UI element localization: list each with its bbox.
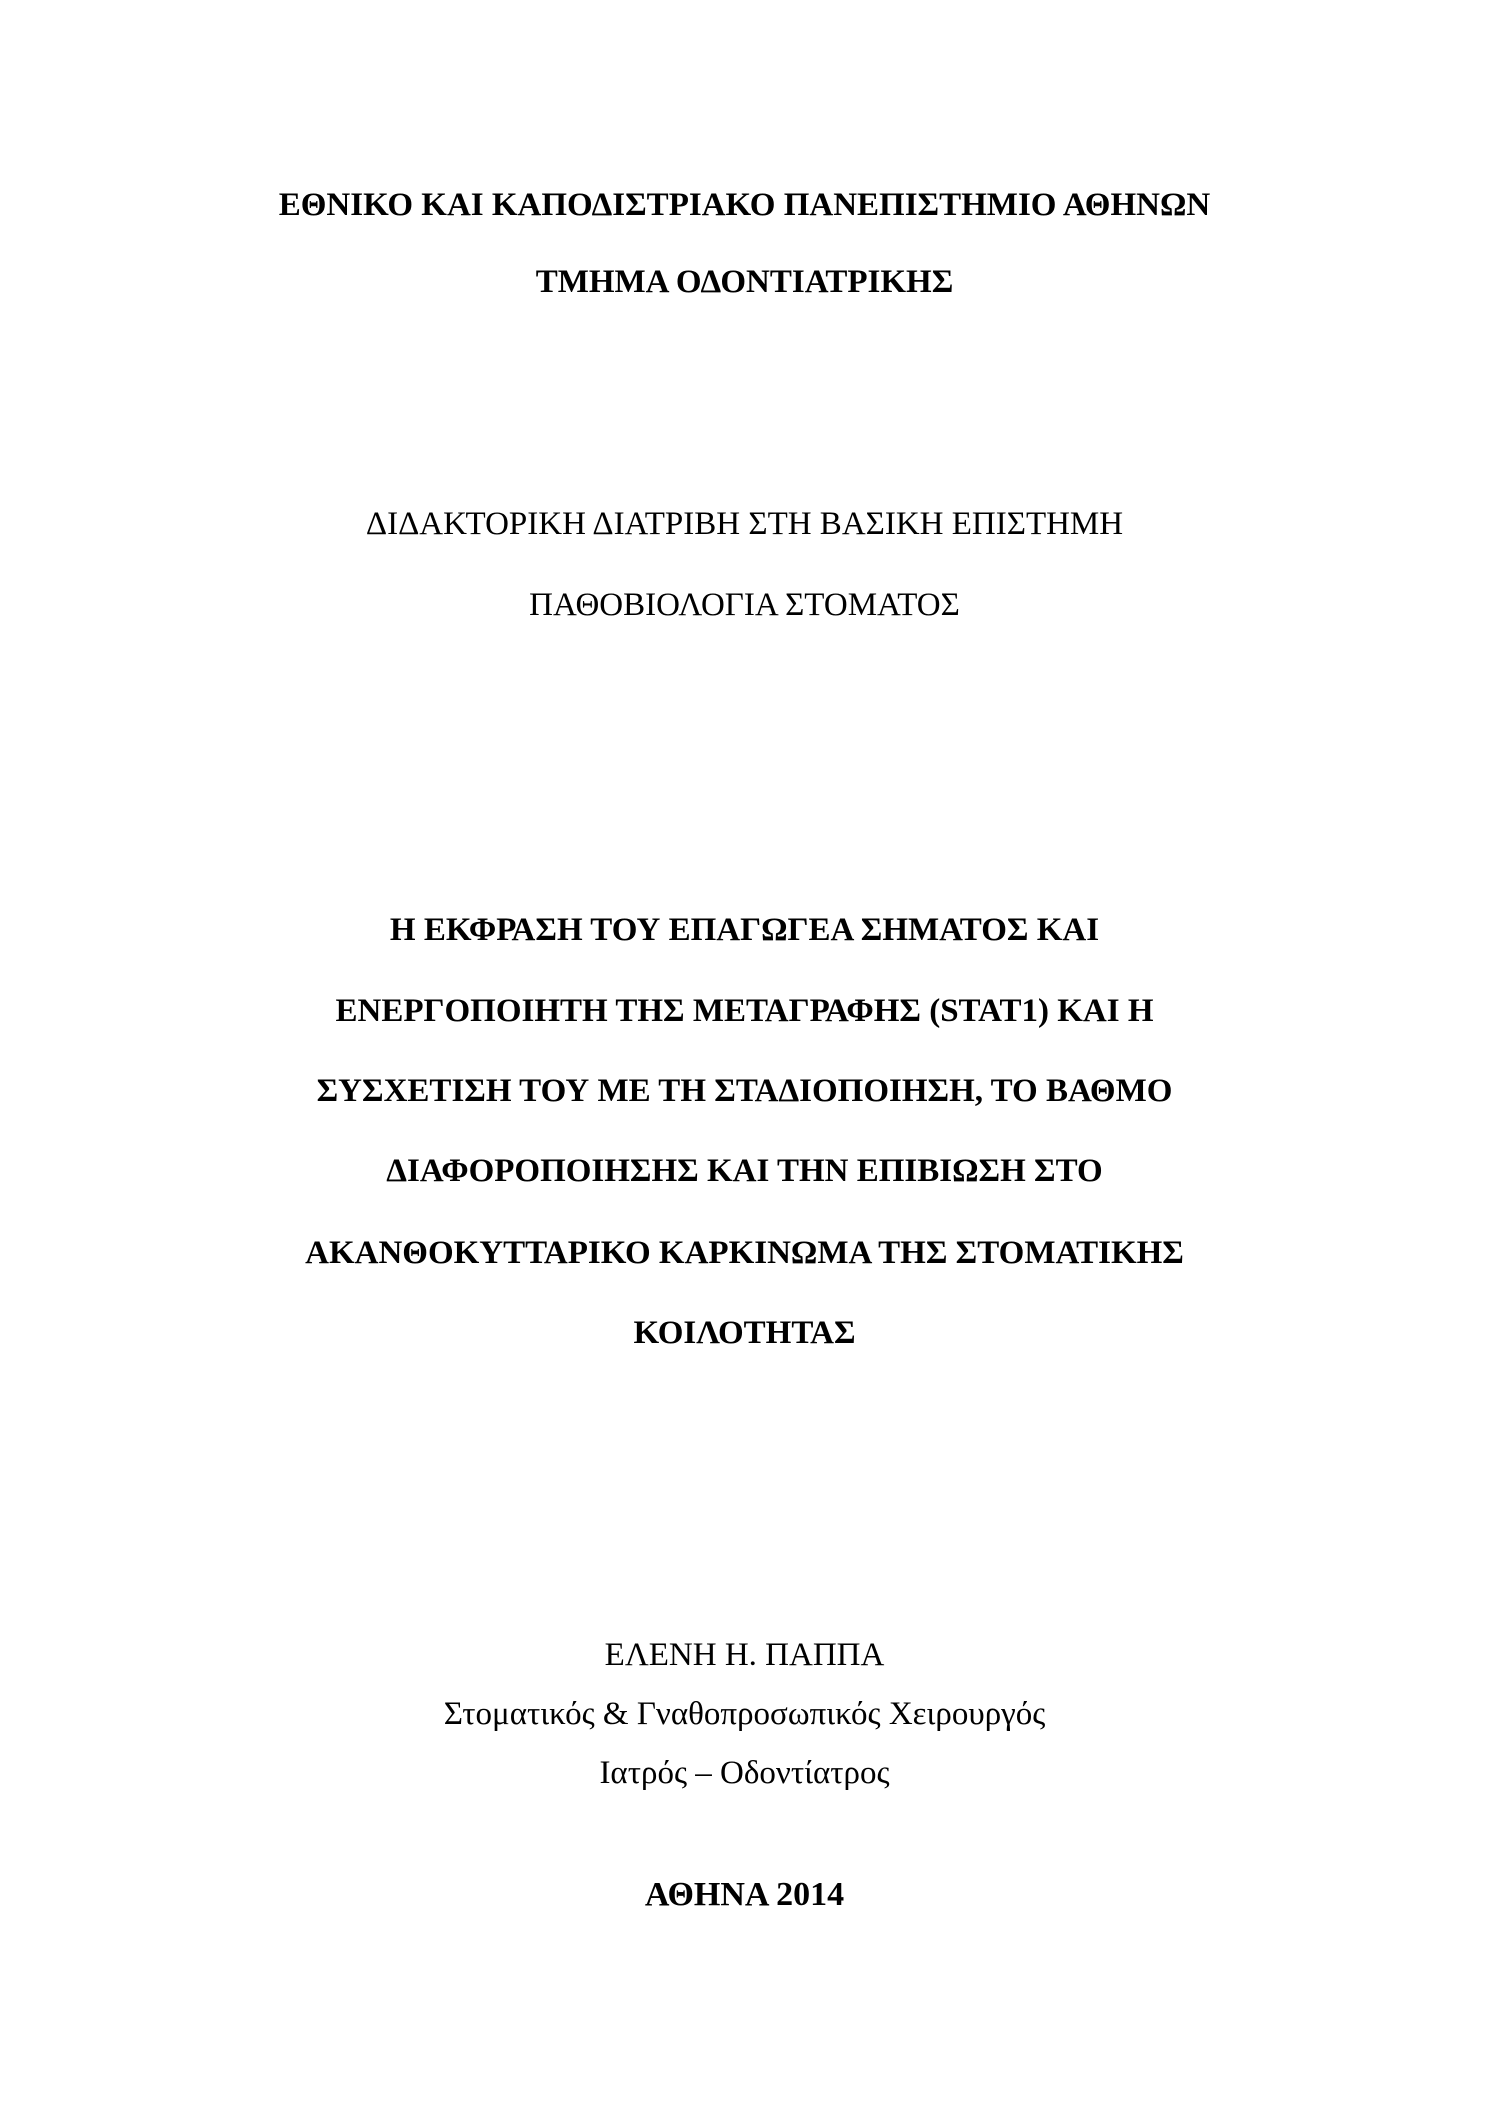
thesis-title-line: ΣΥΣΧΕΤΙΣΗ ΤΟΥ ΜΕ ΤΗ ΣΤΑΔΙΟΠΟΙΗΣΗ, ΤΟ ΒΑΘΜΟ [316,1073,1173,1109]
thesis-type: ΔΙΔΑΚΤΟΡΙΚΗ ΔΙΑΤΡΙΒΗ ΣΤΗ ΒΑΣΙΚΗ ΕΠΙΣΤΗΜΗ [365,506,1124,542]
thesis-title-line: ΔΙΑΦΟΡΟΠΟΙΗΣΗΣ ΚΑΙ ΤΗΝ ΕΠΙΒΙΩΣΗ ΣΤΟ [386,1153,1103,1189]
place-date: ΑΘΗΝΑ 2014 [644,1876,845,1913]
author-role: Στοματικός & Γναθοπροσωπικός Χειρουργός [443,1696,1046,1732]
author-name: ΕΛΕΝΗ Η. ΠΑΠΠΑ [604,1637,885,1673]
university-name: ΕΘΝΙΚΟ ΚΑΙ ΚΑΠΟΔΙΣΤΡΙΑΚΟ ΠΑΝΕΠΙΣΤΗΜΙΟ ΑΘΗΝΩΝ [278,187,1211,223]
department-name: ΤΜΗΜΑ ΟΔΟΝΤΙΑΤΡΙΚΗΣ [535,264,954,300]
author-role: Ιατρός – Οδοντίατρος [599,1755,890,1791]
thesis-title-line: ΕΝΕΡΓΟΠΟΙΗΤΗ ΤΗΣ ΜΕΤΑΓΡΑΦΗΣ (STAT1) ΚΑΙ Η [335,993,1154,1029]
thesis-title-line: ΚΟΙΛΟΤΗΤΑΣ [633,1315,856,1351]
thesis-title-line: Η ΕΚΦΡΑΣΗ ΤΟΥ ΕΠΑΓΩΓΕΑ ΣΗΜΑΤΟΣ ΚΑΙ [389,912,1100,948]
thesis-title-line: ΑΚΑΝΘΟΚΥΤΤΑΡΙΚΟ ΚΑΡΚΙΝΩΜΑ ΤΗΣ ΣΤΟΜΑΤΙΚΗΣ [305,1235,1184,1271]
thesis-field: ΠΑΘΟΒΙΟΛΟΓΙΑ ΣΤΟΜΑΤΟΣ [529,587,960,623]
